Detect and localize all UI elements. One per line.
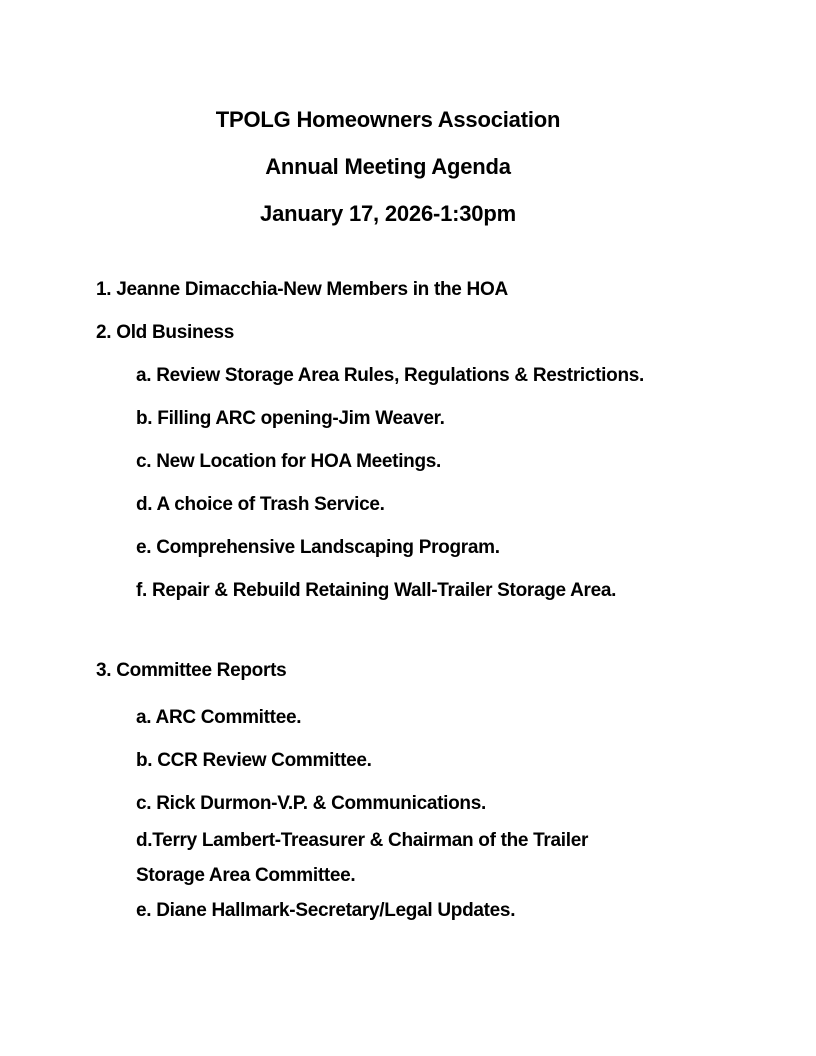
doc-datetime: January 17, 2026-1:30pm [260,201,516,226]
agenda-item-2d: d. A choice of Trash Service. [136,494,385,515]
agenda-item-3b: b. CCR Review Committee. [136,750,372,771]
agenda-item-2c: c. New Location for HOA Meetings. [136,451,442,472]
agenda-item-3c: c. Rick Durmon-V.P. & Communications. [136,793,486,814]
agenda-item-2: 2. Old Business [96,322,235,343]
agenda-item-1: 1. Jeanne Dimacchia-New Members in the HOA [96,279,508,300]
agenda-item-3d-line1: d.Terry Lambert-Treasurer & Chairman of the Trailer [136,830,589,851]
agenda-item-3: 3. Committee Reports [96,660,287,681]
doc-title: TPOLG Homeowners Association [215,107,561,132]
agenda-item-2f: f. Repair & Rebuild Retaining Wall-Trailer Storage Area. [136,580,617,601]
agenda-item-3a: a. ARC Committee. [136,707,302,728]
agenda-item-2e: e. Comprehensive Landscaping Program. [136,537,500,558]
agenda-item-3d-line2: Storage Area Committee. [136,865,356,886]
doc-subtitle: Annual Meeting Agenda [265,154,511,179]
document-header [96,0,680,237]
agenda-item-2a: a. Review Storage Area Rules, Regulations & Restrictions. [136,365,645,386]
agenda-item-2b: b. Filling ARC opening-Jim Weaver. [136,408,445,429]
agenda-body [96,278,776,923]
agenda-item-3e: e. Diane Hallmark-Secretary/Legal Updates. [136,900,516,921]
